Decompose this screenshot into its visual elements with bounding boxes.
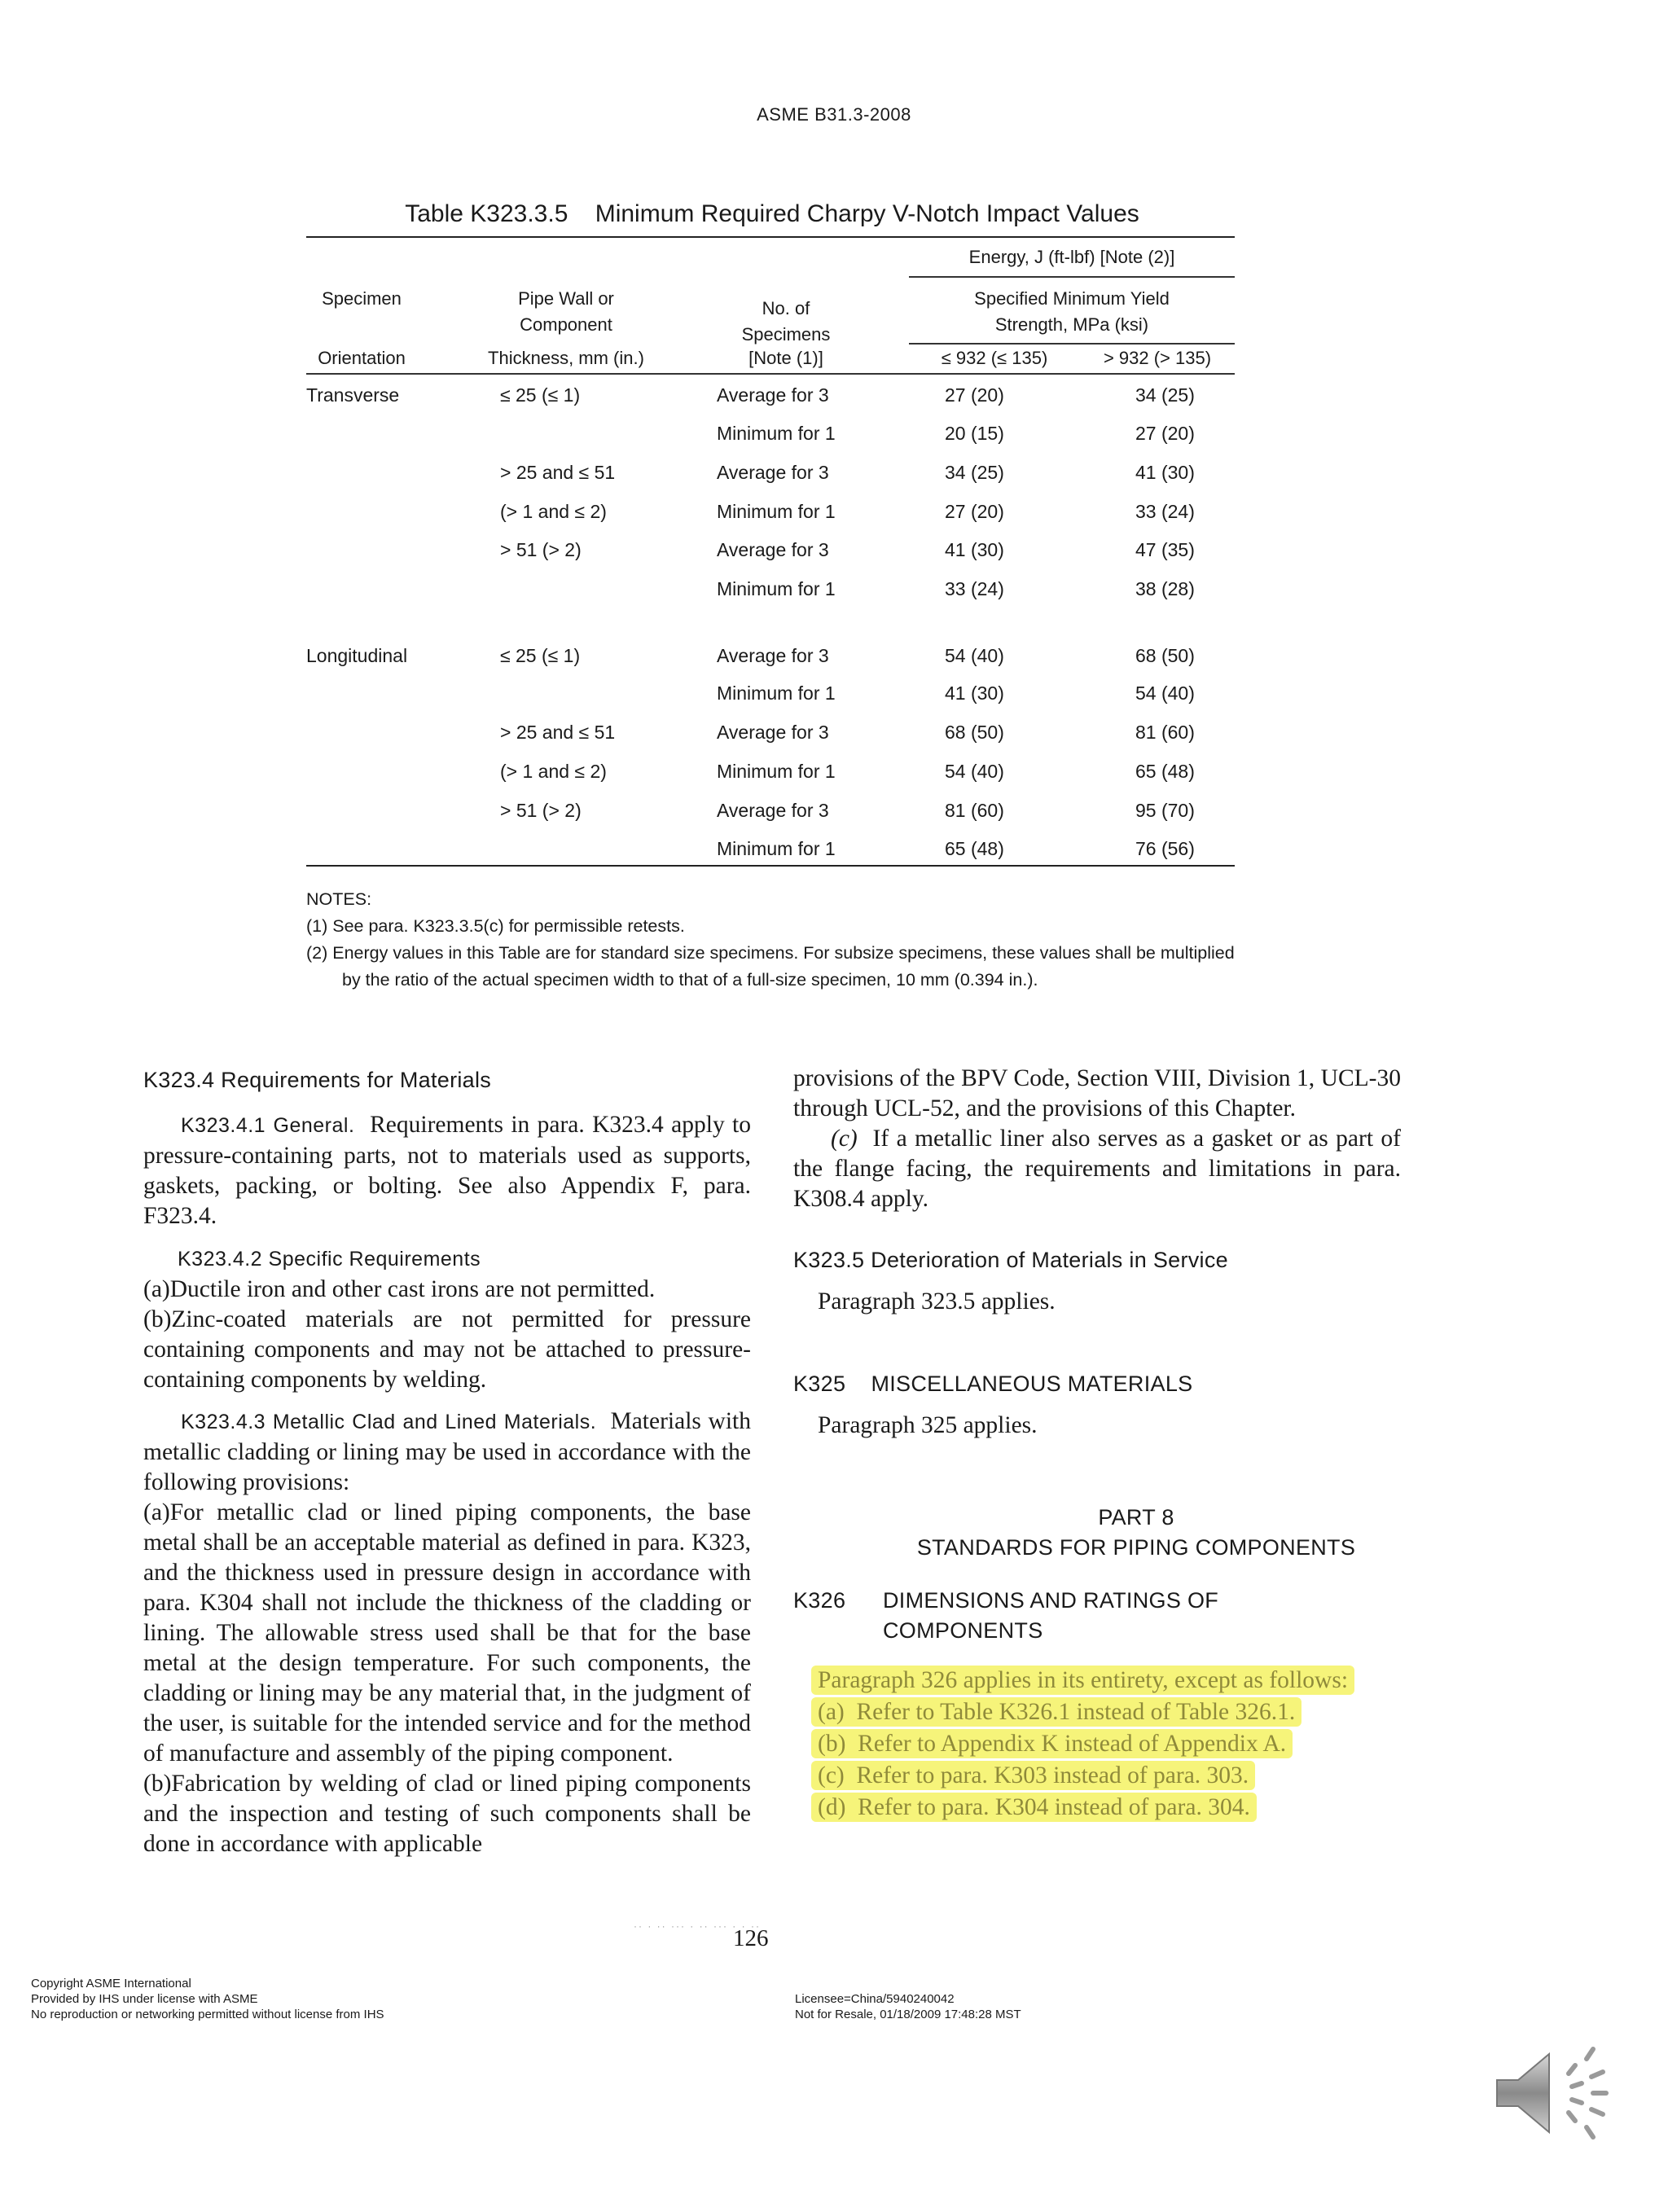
footer-licensee: Licensee=China/5940240042 [795, 1992, 955, 2006]
footer-provided: Provided by IHS under license with ASME [31, 1992, 258, 2006]
para-c [793, 1124, 1401, 1214]
page-number: 126 [733, 1925, 769, 1951]
cell-energy-le: 41 (30) [945, 682, 1004, 704]
para-k325: Paragraph 325 applies. [818, 1412, 1038, 1438]
cell-energy-gt: 47 (35) [1135, 539, 1195, 560]
cell-thickness: ≤ 25 (≤ 1) [500, 645, 581, 666]
cell-energy-le: 27 (20) [945, 384, 1004, 406]
table-title: Table K323.3.5 Minimum Required Charpy V-Notch Impact Values [405, 200, 1139, 227]
note-1: (1) See para. K323.3.5(c) for permissible retests. [306, 916, 685, 936]
highlight-item-a: (a) Refer to Table K326.1 instead of Table 326.1. [811, 1697, 1301, 1727]
cell-thickness: > 25 and ≤ 51 [500, 462, 616, 483]
part-heading-1: PART 8 [1098, 1505, 1174, 1530]
cell-energy-gt: 65 (48) [1135, 761, 1195, 782]
cell-energy-le: 34 (25) [945, 462, 1004, 483]
cell-energy-gt: 33 (24) [1135, 501, 1195, 522]
cell-energy-le: 54 (40) [945, 645, 1004, 666]
highlighted-list [793, 1666, 1401, 1824]
header-pipe-wall: Pipe Wall or [518, 288, 614, 309]
header-note1: [Note (1)] [748, 348, 823, 368]
notes-title: NOTES: [306, 889, 372, 909]
heading-k326 [793, 1586, 1401, 1646]
cell-specimens: Average for 3 [717, 800, 829, 821]
highlight-item-c: (c) Refer to para. K303 instead of para. 303. [811, 1761, 1255, 1790]
para-k32343 [143, 1407, 751, 1498]
header-bottom-rule [306, 373, 1235, 375]
cell-energy-le: 54 (40) [945, 761, 1004, 782]
speaker-icon[interactable] [1490, 2041, 1621, 2147]
header-component: Component [520, 314, 612, 335]
footer-left [31, 1976, 384, 2022]
cell-specimens: Average for 3 [717, 384, 829, 406]
para-a1: (a)Ductile iron and other cast irons are not permitted. [143, 1276, 656, 1302]
page-dots: ·· · ·· ··· · ·· ··· · · ·· [634, 1920, 761, 1932]
para-k32341 [143, 1110, 751, 1231]
cell-energy-gt: 95 (70) [1135, 800, 1195, 821]
highlight-intro: Paragraph 326 applies in its entirety, except as follows: [811, 1666, 1354, 1695]
header-yield-2: Strength, MPa (ksi) [994, 314, 1149, 335]
cell-thickness: (> 1 and ≤ 2) [500, 501, 607, 522]
heading-k32342: K323.4.2 Specific Requirements [178, 1248, 481, 1271]
cell-thickness: > 51 (> 2) [500, 539, 582, 560]
table-notes [306, 886, 1235, 994]
header-yield-1: Specified Minimum Yield [974, 288, 1170, 309]
heading-k32341: K323.4.1 General. [181, 1114, 355, 1137]
cell-specimens: Average for 3 [717, 539, 829, 560]
cell-energy-gt: 76 (56) [1135, 838, 1195, 859]
footer-no-reproduction: No reproduction or networking permitted without license from IHS [31, 2008, 384, 2021]
label-c: (c) [831, 1126, 858, 1152]
header-col-le: ≤ 932 (≤ 135) [941, 348, 1048, 368]
cell-specimens: Minimum for 1 [717, 838, 836, 859]
heading-k326-line1: DIMENSIONS AND RATINGS OF [883, 1588, 1219, 1613]
header-energy: Energy, J (ft-lbf) [Note (2)] [968, 247, 1175, 267]
heading-k3234: K323.4 Requirements for Materials [143, 1068, 492, 1092]
cell-energy-gt: 27 (20) [1135, 423, 1195, 444]
para-a2: (a)For metallic clad or lined piping components, the base metal shall be an acceptable material as defined in para. K323, and the thickness used in pressure design in accordance with para. K304 shall not include the thickness of the cladding or lining. The allowable stress used shall be that for the base metal at the design temperature. For such components, the cladding or lining may be any material that, in the judgment of the user, is suitable for the intended service and for the method of manufacture and assembly of the piping component. [143, 1499, 751, 1767]
footer-right [795, 1991, 1021, 2022]
energy-rule [909, 276, 1235, 278]
header-specimens: Specimens [741, 324, 831, 345]
footer-not-for-resale: Not for Resale, 01/18/2009 17:48:28 MST [795, 2008, 1021, 2021]
heading-k325: K325 MISCELLANEOUS MATERIALS [793, 1372, 1193, 1396]
cell-energy-le: 33 (24) [945, 578, 1004, 599]
header-orientation: Orientation [318, 348, 406, 368]
cell-energy-gt: 68 (50) [1135, 645, 1195, 666]
header-no-of: No. of [762, 298, 810, 318]
cell-energy-gt: 34 (25) [1135, 384, 1195, 406]
cell-energy-le: 20 (15) [945, 423, 1004, 444]
cell-orientation: Transverse [306, 384, 400, 406]
right-column [793, 1064, 1401, 1824]
cell-energy-gt: 81 (60) [1135, 722, 1195, 743]
para-continued: provisions of the BPV Code, Section VIII, Division 1, UCL-30 through UCL-52, and the provisions of this Chapter. [793, 1065, 1401, 1121]
part-heading-2: STANDARDS FOR PIPING COMPONENTS [916, 1535, 1356, 1560]
cell-specimens: Average for 3 [717, 462, 829, 483]
heading-k326-title [883, 1586, 1218, 1646]
cell-energy-le: 68 (50) [945, 722, 1004, 743]
cell-specimens: Minimum for 1 [717, 682, 836, 704]
cell-energy-le: 41 (30) [945, 539, 1004, 560]
footer-copyright: Copyright ASME International [31, 1977, 191, 1990]
heading-k3235: K323.5 Deterioration of Materials in Service [793, 1248, 1228, 1272]
left-column [143, 1065, 751, 1859]
yield-rule [909, 343, 1235, 345]
cell-energy-le: 81 (60) [945, 800, 1004, 821]
table-bottom-rule [306, 865, 1235, 867]
text-k32343: Materials with metallic cladding or lining may be used in accordance with the following provisions: [143, 1408, 751, 1495]
highlight-item-b: (b) Refer to Appendix K instead of Appendix A. [811, 1729, 1293, 1758]
cell-specimens: Average for 3 [717, 645, 829, 666]
cell-energy-gt: 54 (40) [1135, 682, 1195, 704]
para-b2: (b)Fabrication by welding of clad or lined piping components and the inspection and testing of such components shall be done in accordance with applicable [143, 1771, 751, 1857]
cell-specimens: Minimum for 1 [717, 501, 836, 522]
para-b1: (b)Zinc-coated materials are not permitted for pressure containing components and may not be attached to pressure-containing components by welding. [143, 1306, 751, 1393]
cell-orientation: Longitudinal [306, 645, 408, 666]
heading-k326-line2: COMPONENTS [883, 1618, 1043, 1643]
text-c: If a metallic liner also serves as a gasket or as part of the flange facing, the requirements and limitations in para. K308.4 apply. [793, 1126, 1401, 1212]
heading-k326-number: K326 [793, 1588, 846, 1613]
para-k3235: Paragraph 323.5 applies. [818, 1288, 1056, 1314]
cell-specimens: Average for 3 [717, 722, 829, 743]
cell-thickness: (> 1 and ≤ 2) [500, 761, 607, 782]
cell-specimens: Minimum for 1 [717, 578, 836, 599]
cell-specimens: Minimum for 1 [717, 423, 836, 444]
cell-energy-gt: 41 (30) [1135, 462, 1195, 483]
text-k32341: Requirements in para. K323.4 apply to pressure-containing parts, not to materials used as supports, gaskets, packing, or bolting. See also Appendix F, para. F323.4. [143, 1112, 751, 1229]
header-thickness: Thickness, mm (in.) [488, 348, 644, 368]
cell-energy-le: 27 (20) [945, 501, 1004, 522]
header-col-gt: > 932 (> 135) [1103, 348, 1212, 368]
cell-thickness: ≤ 25 (≤ 1) [500, 384, 581, 406]
cell-energy-gt: 38 (28) [1135, 578, 1195, 599]
document-header: ASME B31.3-2008 [757, 104, 911, 125]
cell-specimens: Minimum for 1 [717, 761, 836, 782]
table-top-rule [306, 236, 1235, 238]
cell-energy-le: 65 (48) [945, 838, 1004, 859]
header-specimen: Specimen [322, 288, 402, 309]
cell-thickness: > 25 and ≤ 51 [500, 722, 616, 743]
heading-k32343: K323.4.3 Metallic Clad and Lined Materials. [181, 1411, 597, 1433]
cell-thickness: > 51 (> 2) [500, 800, 582, 821]
note-2: (2) Energy values in this Table are for standard size specimens. For subsize specimens, these values shall be multiplied by the ratio of the actual specimen width to that of a full-size specimen, 10 mm (0.394 in.). [306, 943, 1235, 990]
highlight-item-d: (d) Refer to para. K304 instead of para. 304. [811, 1793, 1257, 1822]
